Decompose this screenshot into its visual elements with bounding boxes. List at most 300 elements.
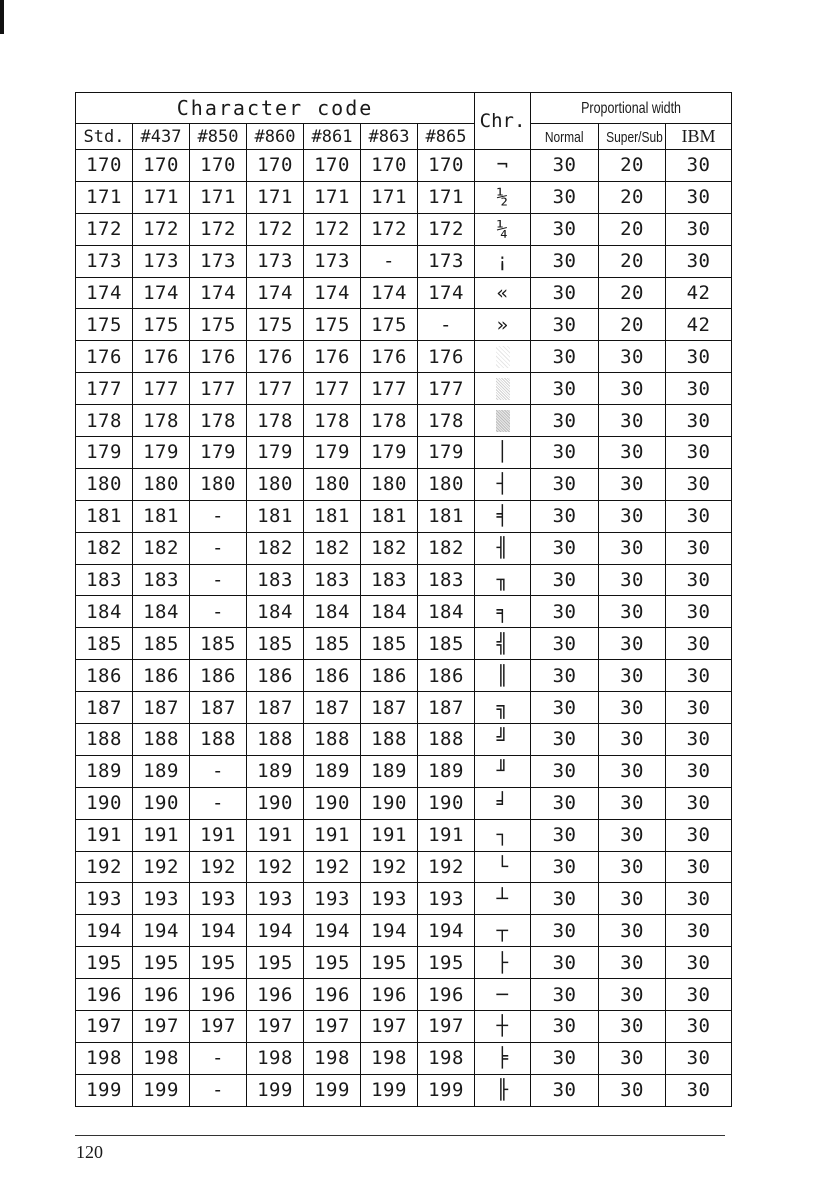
c865-cell: -: [418, 309, 475, 341]
c437-cell: 192: [133, 851, 190, 883]
table-row: [76, 851, 732, 883]
medium-shade-icon: [496, 378, 510, 400]
table-row: [76, 437, 732, 469]
normal-cell: 30: [531, 947, 599, 979]
character-glyph-cell: ╝: [475, 724, 531, 756]
table-row: [76, 150, 732, 182]
c865-cell: 188: [418, 724, 475, 756]
std-cell: 184: [76, 596, 133, 628]
c865-cell: 174: [418, 277, 475, 309]
c850-cell: -: [190, 1042, 247, 1074]
c863-cell: 191: [361, 819, 418, 851]
normal-cell: 30: [531, 1011, 599, 1043]
cp850-column-header: #850: [190, 124, 247, 150]
ibm-cell: 30: [666, 341, 732, 373]
c863-cell: 174: [361, 277, 418, 309]
c850-cell: 195: [190, 947, 247, 979]
table-row: [76, 915, 732, 947]
normal-cell: 30: [531, 150, 599, 182]
std-cell: 195: [76, 947, 133, 979]
table-row: [76, 500, 732, 532]
table-row: [76, 787, 732, 819]
ibm-cell: 42: [666, 309, 732, 341]
std-cell: 180: [76, 468, 133, 500]
supersub-cell: 30: [599, 947, 666, 979]
character-glyph-cell: «: [475, 277, 531, 309]
c861-cell: 174: [304, 277, 361, 309]
normal-cell: 30: [531, 787, 599, 819]
c437-cell: 185: [133, 628, 190, 660]
c437-cell: 198: [133, 1042, 190, 1074]
std-cell: 189: [76, 755, 133, 787]
c437-cell: 179: [133, 437, 190, 469]
c437-cell: 171: [133, 181, 190, 213]
supersub-cell: 30: [599, 596, 666, 628]
c860-cell: 197: [247, 1011, 304, 1043]
c860-cell: 179: [247, 437, 304, 469]
character-code-table: [75, 92, 732, 1107]
supersub-cell: 30: [599, 628, 666, 660]
c863-cell: 192: [361, 851, 418, 883]
c437-cell: 181: [133, 500, 190, 532]
ibm-cell: 30: [666, 437, 732, 469]
ibm-cell: 30: [666, 500, 732, 532]
c863-cell: 172: [361, 213, 418, 245]
c865-cell: 199: [418, 1074, 475, 1106]
supersub-cell: 30: [599, 979, 666, 1011]
c437-cell: 183: [133, 564, 190, 596]
normal-cell: 30: [531, 851, 599, 883]
c863-cell: 190: [361, 787, 418, 819]
character-glyph-cell: ┐: [475, 819, 531, 851]
normal-cell: 30: [531, 468, 599, 500]
c860-cell: 198: [247, 1042, 304, 1074]
character-code-heading: Character code: [76, 93, 475, 124]
c437-cell: 187: [133, 692, 190, 724]
character-glyph-cell: │: [475, 437, 531, 469]
ibm-cell: 30: [666, 532, 732, 564]
c861-cell: 176: [304, 341, 361, 373]
c850-cell: 175: [190, 309, 247, 341]
c865-cell: 183: [418, 564, 475, 596]
character-glyph-cell: ╛: [475, 787, 531, 819]
table-row: [76, 181, 732, 213]
normal-cell: 30: [531, 245, 599, 277]
c861-cell: 192: [304, 851, 361, 883]
character-glyph-cell: [475, 405, 531, 437]
c863-cell: 176: [361, 341, 418, 373]
ibm-cell: 30: [666, 1074, 732, 1106]
c865-cell: 192: [418, 851, 475, 883]
supersub-cell: 30: [599, 692, 666, 724]
c860-cell: 186: [247, 660, 304, 692]
c865-cell: 172: [418, 213, 475, 245]
std-cell: 191: [76, 819, 133, 851]
c850-cell: -: [190, 532, 247, 564]
c863-cell: 170: [361, 150, 418, 182]
c865-cell: 187: [418, 692, 475, 724]
character-glyph-cell: ╞: [475, 1042, 531, 1074]
page-edge-mark: [0, 0, 4, 34]
c861-cell: 193: [304, 883, 361, 915]
std-cell: 192: [76, 851, 133, 883]
c865-cell: 173: [418, 245, 475, 277]
c850-cell: 193: [190, 883, 247, 915]
c860-cell: 171: [247, 181, 304, 213]
character-glyph-cell: »: [475, 309, 531, 341]
c865-cell: 176: [418, 341, 475, 373]
c850-cell: 185: [190, 628, 247, 660]
c850-cell: -: [190, 564, 247, 596]
c863-cell: 180: [361, 468, 418, 500]
cp437-column-header: #437: [133, 124, 190, 150]
std-cell: 175: [76, 309, 133, 341]
normal-cell: 30: [531, 724, 599, 756]
ibm-cell: 30: [666, 628, 732, 660]
ibm-cell: 30: [666, 851, 732, 883]
c861-cell: 182: [304, 532, 361, 564]
table-row: [76, 213, 732, 245]
character-glyph-cell: ╡: [475, 500, 531, 532]
proportional-width-heading: Proportional width: [531, 93, 732, 124]
ibm-cell: 30: [666, 181, 732, 213]
normal-cell: 30: [531, 564, 599, 596]
c850-cell: 194: [190, 915, 247, 947]
table-row: [76, 724, 732, 756]
character-glyph-cell: ¡: [475, 245, 531, 277]
c850-cell: -: [190, 787, 247, 819]
std-cell: 173: [76, 245, 133, 277]
normal-cell: 30: [531, 692, 599, 724]
c863-cell: 198: [361, 1042, 418, 1074]
ibm-cell: 30: [666, 787, 732, 819]
character-glyph-cell: ╗: [475, 692, 531, 724]
character-glyph-cell: [475, 341, 531, 373]
character-glyph-cell: ┼: [475, 1011, 531, 1043]
c850-cell: 176: [190, 341, 247, 373]
c437-cell: 174: [133, 277, 190, 309]
table-row: [76, 1042, 732, 1074]
c861-cell: 199: [304, 1074, 361, 1106]
normal-cell: 30: [531, 309, 599, 341]
table-row: [76, 1011, 732, 1043]
character-glyph-cell: ¼: [475, 213, 531, 245]
std-cell: 199: [76, 1074, 133, 1106]
c850-cell: 186: [190, 660, 247, 692]
ibm-cell: 30: [666, 564, 732, 596]
supersub-cell: 30: [599, 787, 666, 819]
table-row: [76, 628, 732, 660]
c850-cell: 197: [190, 1011, 247, 1043]
c860-cell: 180: [247, 468, 304, 500]
table-row: [76, 660, 732, 692]
std-cell: 196: [76, 979, 133, 1011]
table-row: [76, 979, 732, 1011]
c850-cell: -: [190, 1074, 247, 1106]
c437-cell: 172: [133, 213, 190, 245]
c861-cell: 190: [304, 787, 361, 819]
supersub-cell: 30: [599, 1042, 666, 1074]
std-cell: 198: [76, 1042, 133, 1074]
supersub-cell: 30: [599, 883, 666, 915]
c861-cell: 188: [304, 724, 361, 756]
c860-cell: 193: [247, 883, 304, 915]
std-cell: 181: [76, 500, 133, 532]
c850-cell: 187: [190, 692, 247, 724]
c861-cell: 178: [304, 405, 361, 437]
ibm-cell: 30: [666, 915, 732, 947]
normal-cell: 30: [531, 532, 599, 564]
table-row: [76, 564, 732, 596]
normal-cell: 30: [531, 755, 599, 787]
c861-cell: 198: [304, 1042, 361, 1074]
table-body: [76, 150, 732, 1107]
c850-cell: 170: [190, 150, 247, 182]
c861-cell: 171: [304, 181, 361, 213]
character-glyph-cell: ├: [475, 947, 531, 979]
supersub-cell: 20: [599, 150, 666, 182]
character-glyph-cell: └: [475, 851, 531, 883]
c850-cell: -: [190, 500, 247, 532]
supersub-cell: 30: [599, 915, 666, 947]
c863-cell: 199: [361, 1074, 418, 1106]
table-row: [76, 309, 732, 341]
ibm-cell: 30: [666, 979, 732, 1011]
c861-cell: 173: [304, 245, 361, 277]
c865-cell: 190: [418, 787, 475, 819]
c437-cell: 189: [133, 755, 190, 787]
c861-cell: 177: [304, 373, 361, 405]
table-row: [76, 405, 732, 437]
table-row: [76, 692, 732, 724]
std-cell: 194: [76, 915, 133, 947]
c850-cell: 174: [190, 277, 247, 309]
c850-cell: 173: [190, 245, 247, 277]
table-row: [76, 532, 732, 564]
cp860-column-header: #860: [247, 124, 304, 150]
c850-cell: 192: [190, 851, 247, 883]
super-sub-column-header: Super/Sub: [599, 124, 666, 150]
c860-cell: 194: [247, 915, 304, 947]
std-cell: 186: [76, 660, 133, 692]
c865-cell: 197: [418, 1011, 475, 1043]
c865-cell: 191: [418, 819, 475, 851]
table-row: [76, 373, 732, 405]
supersub-cell: 30: [599, 724, 666, 756]
supersub-cell: 20: [599, 213, 666, 245]
c850-cell: 172: [190, 213, 247, 245]
c861-cell: 185: [304, 628, 361, 660]
ibm-cell: 30: [666, 405, 732, 437]
c860-cell: 178: [247, 405, 304, 437]
c861-cell: 180: [304, 468, 361, 500]
supersub-cell: 20: [599, 277, 666, 309]
c860-cell: 185: [247, 628, 304, 660]
c861-cell: 184: [304, 596, 361, 628]
std-cell: 185: [76, 628, 133, 660]
c863-cell: 179: [361, 437, 418, 469]
c861-cell: 196: [304, 979, 361, 1011]
table-row: [76, 883, 732, 915]
supersub-cell: 20: [599, 181, 666, 213]
normal-cell: 30: [531, 596, 599, 628]
c437-cell: 175: [133, 309, 190, 341]
supersub-cell: 30: [599, 755, 666, 787]
c860-cell: 187: [247, 692, 304, 724]
table-row: [76, 819, 732, 851]
supersub-cell: 30: [599, 437, 666, 469]
c860-cell: 173: [247, 245, 304, 277]
character-glyph-cell: ┬: [475, 915, 531, 947]
std-cell: 170: [76, 150, 133, 182]
c437-cell: 184: [133, 596, 190, 628]
c437-cell: 173: [133, 245, 190, 277]
ibm-cell: 30: [666, 1011, 732, 1043]
cp861-column-header: #861: [304, 124, 361, 150]
std-cell: 177: [76, 373, 133, 405]
c860-cell: 174: [247, 277, 304, 309]
c437-cell: 191: [133, 819, 190, 851]
c861-cell: 172: [304, 213, 361, 245]
c863-cell: 175: [361, 309, 418, 341]
character-glyph-cell: ½: [475, 181, 531, 213]
c865-cell: 178: [418, 405, 475, 437]
c850-cell: 179: [190, 437, 247, 469]
c865-cell: 170: [418, 150, 475, 182]
c863-cell: 197: [361, 1011, 418, 1043]
normal-cell: 30: [531, 181, 599, 213]
table-row: [76, 245, 732, 277]
std-cell: 193: [76, 883, 133, 915]
character-glyph-cell: [475, 373, 531, 405]
normal-cell: 30: [531, 628, 599, 660]
supersub-cell: 20: [599, 245, 666, 277]
c860-cell: 182: [247, 532, 304, 564]
normal-cell: 30: [531, 915, 599, 947]
std-cell: 176: [76, 341, 133, 373]
character-glyph-cell: ╣: [475, 628, 531, 660]
normal-cell: 30: [531, 373, 599, 405]
c850-cell: 188: [190, 724, 247, 756]
c850-cell: 171: [190, 181, 247, 213]
c860-cell: 177: [247, 373, 304, 405]
std-cell: 182: [76, 532, 133, 564]
character-glyph-cell: ║: [475, 660, 531, 692]
c861-cell: 187: [304, 692, 361, 724]
c865-cell: 193: [418, 883, 475, 915]
normal-cell: 30: [531, 437, 599, 469]
light-shade-icon: [496, 346, 510, 368]
supersub-cell: 30: [599, 405, 666, 437]
character-glyph-cell: ╖: [475, 564, 531, 596]
normal-cell: 30: [531, 1074, 599, 1106]
c860-cell: 195: [247, 947, 304, 979]
c865-cell: 180: [418, 468, 475, 500]
table-row: [76, 755, 732, 787]
cp865-column-header: #865: [418, 124, 475, 150]
normal-cell: 30: [531, 405, 599, 437]
std-cell: 183: [76, 564, 133, 596]
c437-cell: 170: [133, 150, 190, 182]
c860-cell: 191: [247, 819, 304, 851]
normal-cell: 30: [531, 660, 599, 692]
c437-cell: 197: [133, 1011, 190, 1043]
c865-cell: 189: [418, 755, 475, 787]
supersub-cell: 20: [599, 309, 666, 341]
std-cell: 188: [76, 724, 133, 756]
ibm-cell: 30: [666, 883, 732, 915]
c860-cell: 175: [247, 309, 304, 341]
std-column-header: Std.: [76, 124, 133, 150]
std-cell: 178: [76, 405, 133, 437]
c861-cell: 195: [304, 947, 361, 979]
std-cell: 171: [76, 181, 133, 213]
character-glyph-cell: ╢: [475, 532, 531, 564]
supersub-cell: 30: [599, 532, 666, 564]
ibm-cell: 30: [666, 245, 732, 277]
ibm-cell: 30: [666, 724, 732, 756]
ibm-cell: 30: [666, 947, 732, 979]
c865-cell: 179: [418, 437, 475, 469]
c863-cell: 195: [361, 947, 418, 979]
c437-cell: 178: [133, 405, 190, 437]
normal-cell: 30: [531, 277, 599, 309]
c437-cell: 195: [133, 947, 190, 979]
std-cell: 174: [76, 277, 133, 309]
normal-cell: 30: [531, 883, 599, 915]
supersub-cell: 30: [599, 500, 666, 532]
c437-cell: 177: [133, 373, 190, 405]
c865-cell: 195: [418, 947, 475, 979]
normal-cell: 30: [531, 979, 599, 1011]
c850-cell: 178: [190, 405, 247, 437]
supersub-cell: 30: [599, 819, 666, 851]
supersub-cell: 30: [599, 341, 666, 373]
c437-cell: 182: [133, 532, 190, 564]
cp863-column-header: #863: [361, 124, 418, 150]
c863-cell: 188: [361, 724, 418, 756]
supersub-cell: 30: [599, 1074, 666, 1106]
character-glyph-cell: ┴: [475, 883, 531, 915]
c863-cell: 181: [361, 500, 418, 532]
c865-cell: 185: [418, 628, 475, 660]
c861-cell: 179: [304, 437, 361, 469]
c850-cell: -: [190, 755, 247, 787]
footer-rule: [75, 1135, 725, 1136]
c850-cell: 180: [190, 468, 247, 500]
normal-cell: 30: [531, 1042, 599, 1074]
ibm-cell: 30: [666, 819, 732, 851]
c865-cell: 184: [418, 596, 475, 628]
c860-cell: 184: [247, 596, 304, 628]
normal-column-header: Normal: [531, 124, 599, 150]
std-cell: 179: [76, 437, 133, 469]
c865-cell: 181: [418, 500, 475, 532]
c863-cell: 186: [361, 660, 418, 692]
ibm-cell: 30: [666, 213, 732, 245]
c861-cell: 183: [304, 564, 361, 596]
c860-cell: 190: [247, 787, 304, 819]
c863-cell: 194: [361, 915, 418, 947]
c861-cell: 170: [304, 150, 361, 182]
table-row: [76, 596, 732, 628]
dark-shade-icon: [496, 410, 510, 432]
c860-cell: 199: [247, 1074, 304, 1106]
c437-cell: 180: [133, 468, 190, 500]
c860-cell: 183: [247, 564, 304, 596]
c863-cell: 187: [361, 692, 418, 724]
supersub-cell: 30: [599, 1011, 666, 1043]
